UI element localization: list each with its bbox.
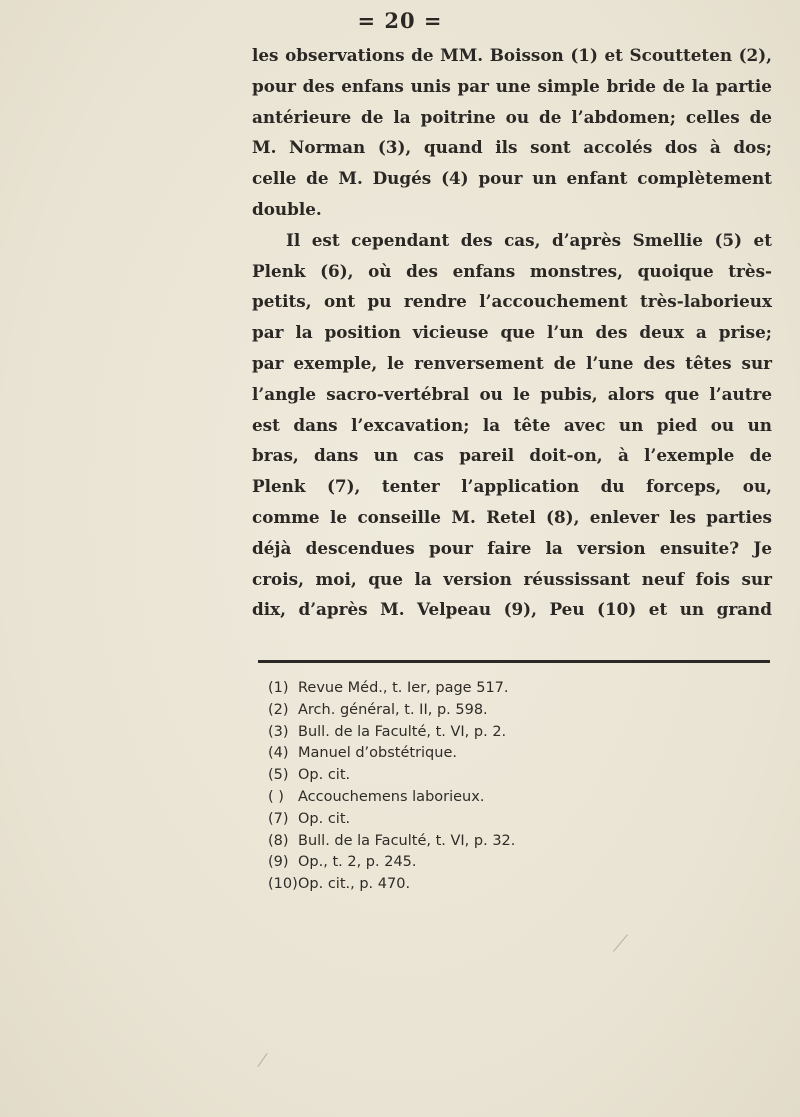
text-line: l’angle sacro-vertébral ou le pubis, alors que l’autre (252, 383, 772, 404)
footnote-number: (9) (268, 854, 289, 871)
text-line: antérieure de la poitrine ou de l’abdomen; celles de (252, 106, 772, 127)
text-line: Il est cependant des cas, d’après Smellie (5) et (286, 229, 772, 250)
text-line: déjà descendues pour faire la version ensuite? Je (252, 537, 772, 558)
footnote-number: (3) (268, 723, 289, 740)
footnote-number: (7) (268, 810, 289, 827)
footnote (268, 831, 738, 853)
text-line: dix, d’après M. Velpeau (9), Peu (10) et un grand (252, 599, 772, 620)
text-line: petits, ont pu rendre l’accouchement très-laborieux (252, 291, 772, 312)
footnote-text: Op. cit. (298, 810, 351, 827)
footnote-text: Bull. de la Faculté, t. VI, p. 32. (298, 832, 516, 849)
footnote-number: (10) (268, 876, 298, 893)
footnote-text: Manuel d’obstétrique. (298, 745, 457, 762)
page-number: = 20 = (357, 8, 443, 33)
footnote (268, 678, 738, 700)
footnote-text: Accouchemens laborieux. (298, 788, 485, 805)
footnote-separator (258, 660, 770, 663)
footnote (268, 852, 738, 874)
footnote (268, 787, 738, 809)
paper-blemish (258, 1053, 268, 1067)
footnote-number: ( ) (268, 788, 284, 805)
footnote-number: (1) (268, 680, 289, 696)
footnote (268, 765, 738, 787)
text-line: celle de M. Dugés (4) pour un enfant complètement (252, 168, 772, 189)
footnote (268, 700, 738, 722)
text-line: pour des enfans unis par une simple bride de la partie (252, 75, 772, 96)
text-line: Plenk (7), tenter l’application du forceps, ou, (252, 476, 772, 497)
text-line: comme le conseille M. Retel (8), enlever les parties (252, 506, 772, 527)
footnote-text: Op., t. 2, p. 245. (298, 854, 417, 871)
footnote-text: Revue Méd., t. Ier, page 517. (298, 680, 509, 696)
text-line: par la position vicieuse que l’un des deux a prise; (252, 322, 772, 343)
text-line: bras, dans un cas pareil doit-on, à l’exemple de (252, 445, 772, 466)
footnote (268, 722, 738, 744)
footnote (268, 809, 738, 831)
footnote-number: (5) (268, 767, 289, 784)
text-line: Plenk (6), où des enfans monstres, quoique très- (252, 260, 772, 281)
text-line: par exemple, le renversement de l’une des têtes sur (252, 352, 772, 373)
footnote (268, 874, 738, 896)
body-text (252, 40, 772, 625)
text-line: M. Norman (3), quand ils sont accolés dos à dos; (252, 137, 772, 158)
footnote (268, 743, 738, 765)
footnote-text: Arch. général, t. II, p. 598. (298, 701, 488, 718)
footnote-number: (8) (268, 832, 289, 849)
footnote-text: Op. cit., p. 470. (298, 876, 411, 893)
footnote-number: (2) (268, 701, 289, 718)
text-line: les observations de MM. Boisson (1) et Scoutteten (2), (252, 45, 772, 65)
text-line: crois, moi, que la version réussissant neuf fois sur (252, 568, 772, 589)
footnote-number: (4) (268, 745, 289, 762)
footnotes (268, 678, 738, 896)
text-line: double. (252, 198, 322, 219)
footnote-text: Bull. de la Faculté, t. VI, p. 2. (298, 723, 507, 740)
text-line: est dans l’excavation; la tête avec un pied ou un (252, 414, 772, 435)
footnote-text: Op. cit. (298, 767, 351, 784)
paper-blemish (613, 934, 628, 951)
